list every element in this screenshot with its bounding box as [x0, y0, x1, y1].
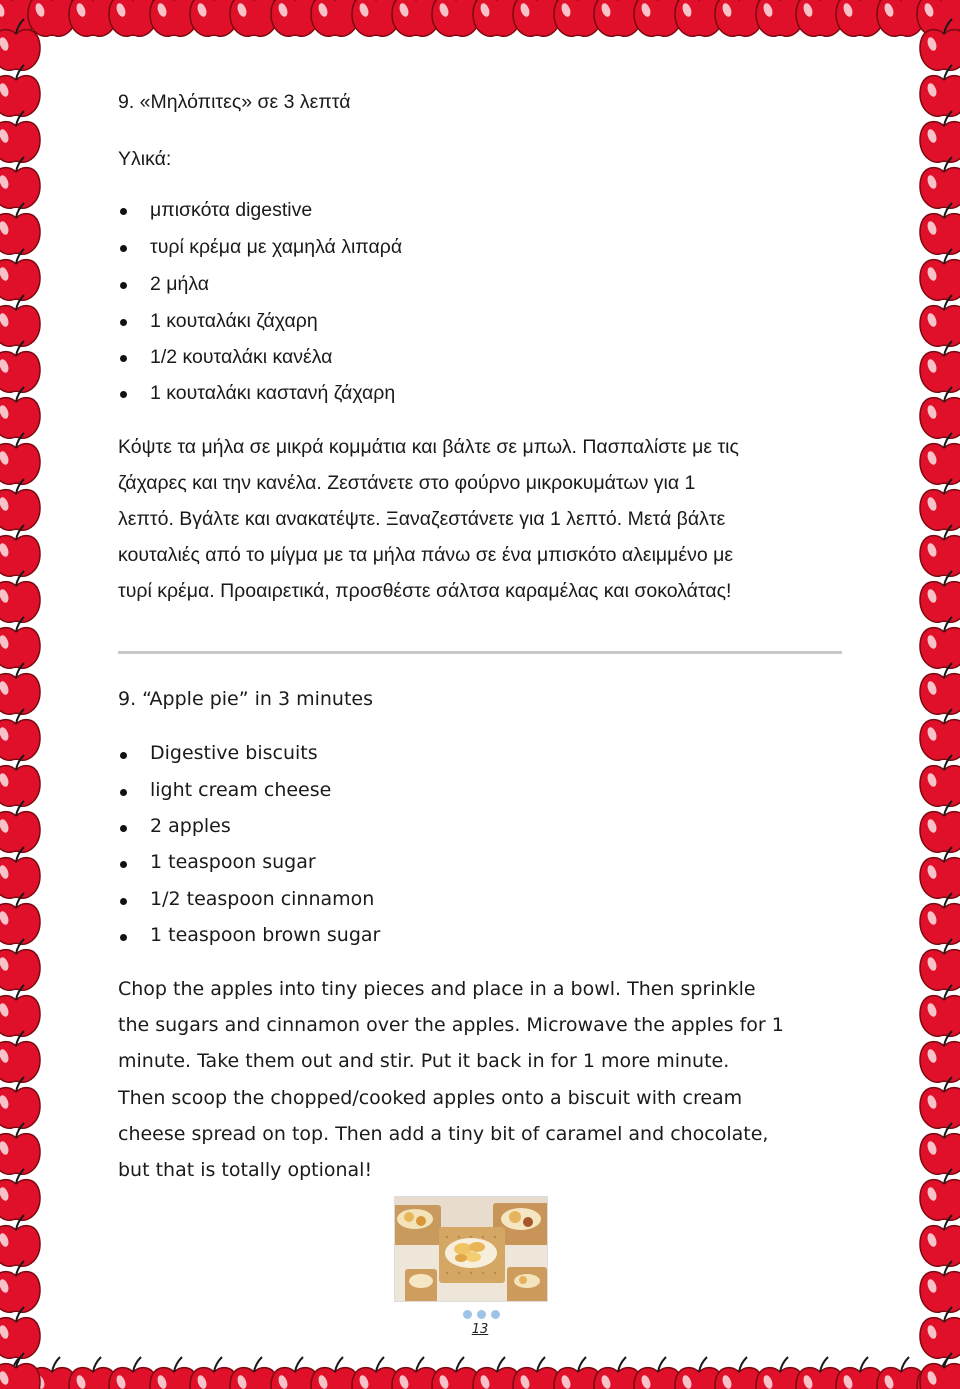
list-item: τυρί κρέμα με χαμηλά λιπαρά [150, 236, 403, 258]
paragraph-line: λεπτό. Βγάλτε και ανακατέψτε. Ξαναζεστάνετε για 1 λεπτό. Μετά βάλτε [118, 508, 726, 530]
bullet-icon [120, 861, 127, 868]
dot-icon [477, 1310, 486, 1319]
list-item: light cream cheese [150, 779, 332, 801]
page-dots [463, 1310, 503, 1320]
section-divider [118, 651, 842, 654]
bullet-icon [120, 752, 127, 759]
list-item: 1 κουταλάκι ζάχαρη [150, 310, 318, 332]
bullet-icon [120, 789, 127, 796]
paragraph-line: cheese spread on top. Then add a tiny bit of caramel and chocolate, [118, 1123, 769, 1145]
apple-biscuit-photo [394, 1196, 548, 1302]
page-number: 13 [471, 1322, 489, 1337]
list-item: μπισκότα digestive [150, 199, 313, 221]
paragraph-line: κουταλιές από το μίγμα με τα μήλα πάνω σε ένα μπισκότο αλειμμένο με [118, 544, 734, 566]
paragraph-line: the sugars and cinnamon over the apples. Microwave the apples for 1 [118, 1014, 784, 1036]
photo-illustration [395, 1197, 547, 1301]
paragraph-line: ζάχαρες και την κανέλα. Ζεστάνετε στο φούρνο μικροκυμάτων για 1 [118, 472, 696, 494]
paragraph-line: Chop the apples into tiny pieces and place in a bowl. Then sprinkle [118, 978, 756, 1000]
list-item: 2 apples [150, 815, 231, 837]
bullet-icon [120, 282, 127, 289]
paragraph-line: Then scoop the chopped/cooked apples onto a biscuit with cream [118, 1087, 743, 1109]
paragraph-line: Κόψτε τα μήλα σε μικρά κομμάτια και βάλτε σε μπωλ. Πασπαλίστε με τις [118, 436, 739, 458]
english-recipe-title: 9. “Apple pie” in 3 minutes [118, 688, 373, 710]
list-item: 1 teaspoon sugar [150, 851, 316, 873]
bullet-icon [120, 208, 127, 215]
bullet-icon [120, 898, 127, 905]
paragraph-line: but that is totally optional! [118, 1159, 373, 1181]
dot-icon [491, 1310, 500, 1319]
bullet-icon [120, 934, 127, 941]
list-item: 2 μήλα [150, 273, 210, 295]
bullet-icon [120, 825, 127, 832]
bullet-icon [120, 319, 127, 326]
list-item: 1/2 κουταλάκι κανέλα [150, 346, 333, 368]
greek-ingredients-heading: Υλικά: [118, 148, 172, 170]
list-item: 1/2 teaspoon cinnamon [150, 888, 375, 910]
paragraph-line: τυρί κρέμα. Προαιρετικά, προσθέστε σάλτσα καραμέλας και σοκολάτας! [118, 580, 732, 602]
list-item: Digestive biscuits [150, 742, 318, 764]
paragraph-line: minute. Take them out and stir. Put it back in for 1 more minute. [118, 1050, 730, 1072]
list-item: 1 teaspoon brown sugar [150, 924, 381, 946]
bullet-icon [120, 245, 127, 252]
bullet-icon [120, 355, 127, 362]
greek-recipe-title: 9. «Μηλόπιτες» σε 3 λεπτά [118, 91, 351, 113]
bullet-icon [120, 391, 127, 398]
dot-icon [463, 1310, 472, 1319]
list-item: 1 κουταλάκι καστανή ζάχαρη [150, 382, 396, 404]
